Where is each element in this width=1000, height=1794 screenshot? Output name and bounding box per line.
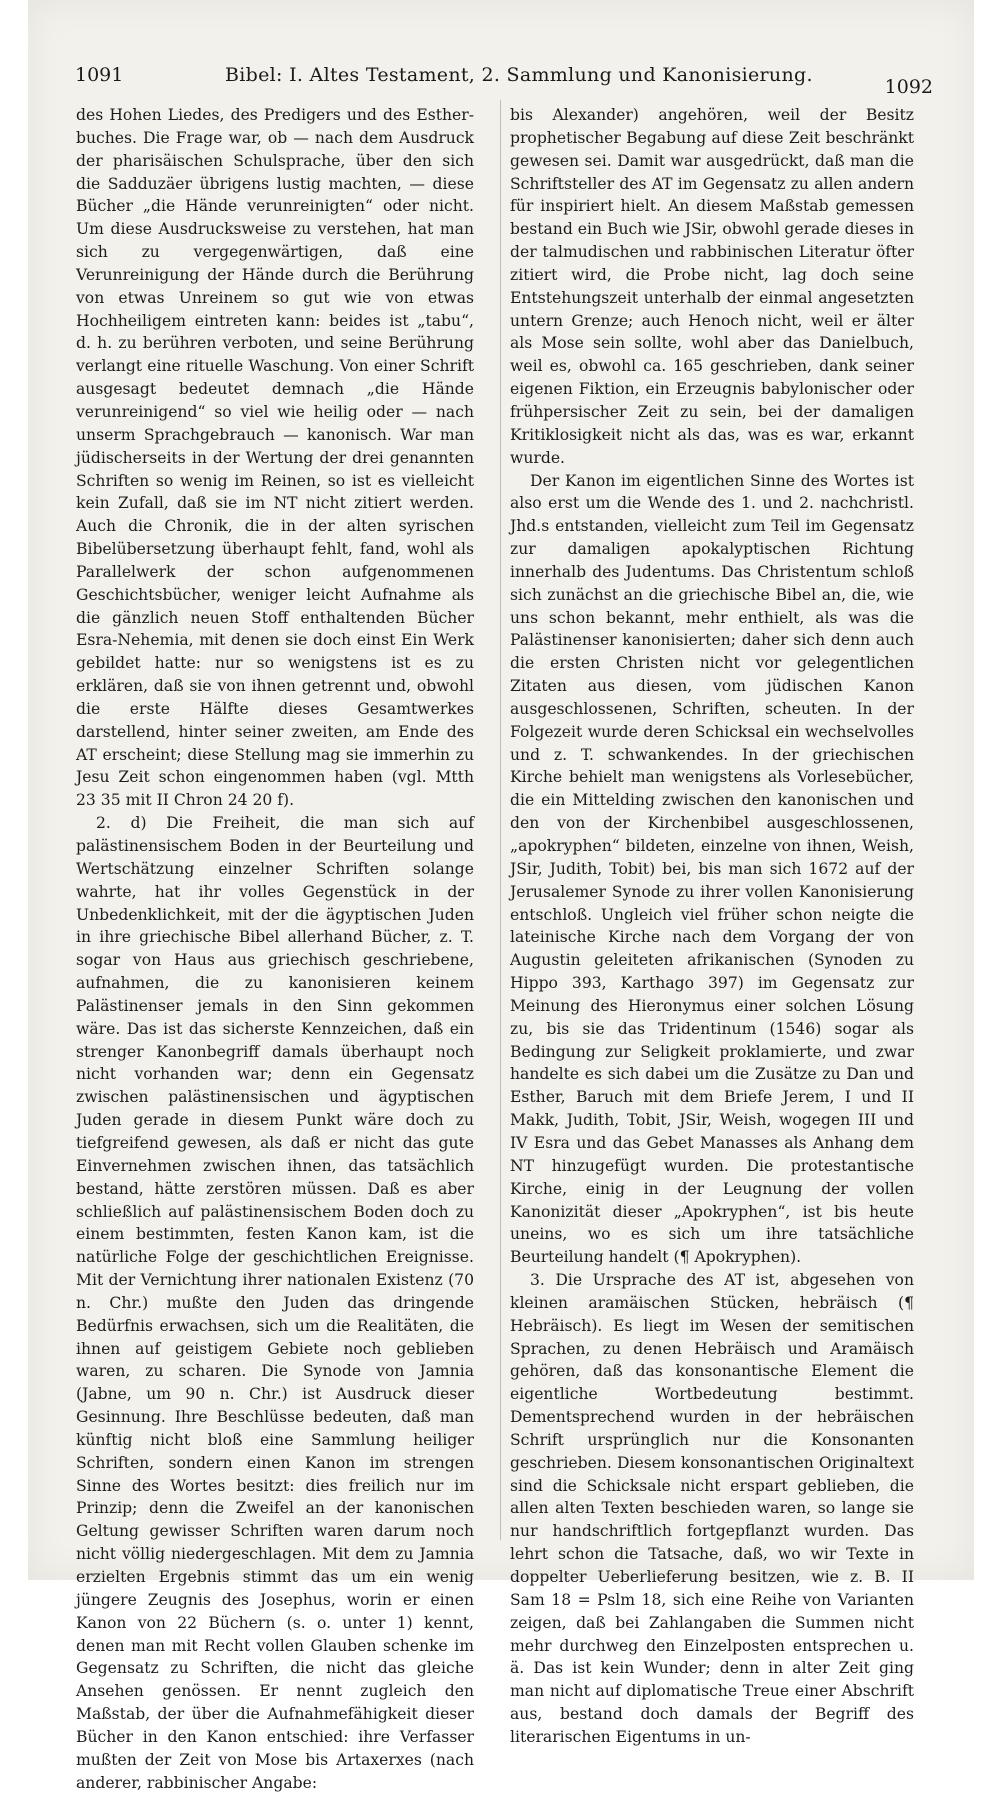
page-header: [75, 58, 933, 98]
column-divider: [500, 100, 501, 1540]
paragraph: Der Kanon im eigentlichen Sinne des Wortes ist also erst um die Wende des 1. und 2. nachchristl. Jhd.s entstanden, vielleicht zum Teil im Gegensatz zur damaligen apokalyptischen Richtung innerhalb des Judentums. Das Christentum schloß sich zunächst an die griechische Bibel an, die, wie uns schon bekannt, mehr enthielt, als was die Palästinenser kanonisierten; daher sich denn auch die ersten Christen nicht vor gelegentlichen Zitaten aus diesen, vom jüdischen Kanon ausgeschlossenen, Schriften, scheuten. In der Folgezeit wurde deren Schicksal ein wechselvolles und z. T. schwankendes. In der griechischen Kirche behielt man wenigstens als Vorlesebücher, die ein Mittelding zwischen den kanonischen und den von der Kirchenbibel ausgeschlossenen, „apokryphen“ bildeten, einzelne von ihnen, Weish, JSir, Judith, Tobit) bei, bis man sich 1672 auf der Jerusalemer Synode zu ihrer vollen Kanonisierung entschloß. Ungleich viel früher schon neigte die lateinische Kirche nach dem Vorgang der von Augustin geleiteten afrikanischen (Synoden zu Hippo 393, Karthago 397) im Gegensatz zur Meinung des Hieronymus einer solchen Lösung zu, bis sie das Tridentinum (1546) sogar als Bedingung zur Seligkeit proklamierte, und zwar handelte es sich dabei um die Zusätze zu Dan und Esther, Baruch mit dem Briefe Jerem, I und II Makk, Judith, Tobit, JSir, Weish, wogegen III und IV Esra und das Gebet Manasses als Anhang dem NT hinzugefügt wurden. Die protestantische Kirche, einig in der Leugnung der vollen Kanonizität dieser „Apokryphen“, ist bis heute uneins, wo es sich um ihre tatsächliche Beurteilung handelt (¶ Apokryphen).: [510, 471, 914, 1267]
paragraph: bis Alexander) angehören, weil der Besitz prophetischer Begabung auf diese Zeit beschränkt gewesen sei. Damit war ausgedrückt, daß man die Schriftsteller des AT im Gegensatz zu allen andern für inspiriert hielt. An diesem Maßstab gemessen bestand ein Buch wie JSir, obwohl gerade dieses in der talmudischen und rabbinischen Literatur öfter zitiert wird, die Probe nicht, lag doch seine Entstehungszeit unterhalb der einmal angesetzten untern Grenze; auch Henoch nicht, weil er älter als Mose sein sollte, wohl aber das Danielbuch, weil es, obwohl ca. 165 geschrieben, dank seiner eigenen Fiktion, ein Erzeugnis babylonischer oder frühpersischer Zeit zu sein, bei der damaligen Kritiklosigkeit nicht als das, was es war, erkannt wurde.: [510, 106, 914, 467]
running-title: Bibel: I. Altes Testament, 2. Sammlung und Kanonisierung.: [225, 64, 813, 86]
paragraph: 3. Die Ursprache des AT ist, abgesehen von kleinen aramäischen Stücken, hebräisch (¶ Hebräisch). Es liegt im Wesen der semitischen Sprachen, zu denen Hebräisch und Aramäisch gehören, daß das konsonantische Element die eigentliche Wortbedeutung bestimmt. Dementsprechend wurden in der hebräischen Schrift ursprünglich nur die Konsonanten geschrieben. Diesem konsonantischen Originaltext sind die Schicksale nicht erspart geblieben, die allen alten Texten beschieden waren, so lange sie nur handschriftlich fortgepflanzt wurden. Das lehrt schon die Tatsache, daß, wo wir Texte in doppelter Ueberlieferung besitzen, wie z. B. II Sam 18 = Pslm 18, sich eine Reihe von Varianten zeigen, daß bei Zahlangaben die Summen nicht mehr durchweg den Einzelposten entsprechen u. ä. Das ist kein Wunder; denn in alter Zeit ging man nicht auf diplomatische Treue einer Abschrift aus, bestand doch damals der Begriff des literarischen Eigentums in un-: [510, 1271, 914, 1746]
left-column: [76, 104, 474, 1794]
page-number-right: 1092: [884, 76, 933, 98]
paragraph: 2. d) Die Freiheit, die man sich auf palästinensischem Boden in der Beurteilung und Wertschätzung einzelner Schriften solange wahrte, hat ihr volles Gegenstück in der Unbedenklichkeit, mit der die ägyptischen Juden in ihre griechische Bibel allerhand Bücher, z. T. sogar von Haus aus griechisch geschriebene, aufnahmen, die zu kanonisieren keinem Palästinenser jemals in den Sinn gekommen wäre. Das ist das sicherste Kennzeichen, daß ein strenger Kanonbegriff damals überhaupt noch nicht vorhanden war; denn ein Gegensatz zwischen palästinensischen und ägyptischen Juden gerade in diesem Punkt wäre doch zu tiefgreifend gewesen, als daß er nicht das gute Einvernehmen zwischen ihnen, das tatsächlich bestand, hätte zerstören müssen. Daß es aber schließlich auf palästinensischem Boden doch zu einem bestimmten, festen Kanon kam, ist die natürliche Folge der geschichtlichen Ereignisse. Mit der Vernichtung ihrer nationalen Existenz (70 n. Chr.) mußte den Juden das dringende Bedürfnis erwachsen, sich um die Realitäten, die ihnen auf geistigem Gebiete noch geblieben waren, zu scharen. Die Synode von Jamnia (Jabne, um 90 n. Chr.) ist Ausdruck dieser Gesinnung. Ihre Beschlüsse bedeuten, daß man künftig nicht bloß eine Sammlung heiliger Schriften, sondern einen Kanon im strengen Sinne des Wortes besitzt: dies freilich nur im Prinzip; denn die Zweifel an der kanonischen Geltung gewisser Schriften waren darum noch nicht völlig niedergeschlagen. Mit dem zu Jamnia erzielten Ergebnis stimmt das um ein wenig jüngere Zeugnis des Josephus, worin er einen Kanon von 22 Büchern (s. o. unter 1) kennt, denen man mit Recht vollen Glauben schenke im Gegensatz zu Schriften, die nicht das gleiche Ansehen genössen. Er nennt zugleich den Maßstab, der über die Aufnahmefähigkeit dieser Bücher in den Kanon entschied: ihre Verfasser mußten der Zeit von Mose bis Artaxerxes (nach anderer, rabbinischer Angabe:: [76, 814, 474, 1792]
paragraph: des Hohen Liedes, des Predigers und des Esther-buches. Die Frage war, ob — nach dem Ausdruck der pharisäischen Schulsprache, über den sich die Sadduzäer übrigens lustig machten, — diese Bücher „die Hände verunreinigten“ oder nicht. Um diese Ausdrucksweise zu verstehen, hat man sich zu vergegenwärtigen, daß eine Verunreinigung der Hände durch die Berührung von etwas Unreinem so gut wie von etwas Hochheiligem eintreten kann: beides ist „tabu“, d. h. zu berühren verboten, und seine Berührung verlangt eine rituelle Waschung. Von einer Schrift ausgesagt bedeutet demnach „die Hände verunreinigend“ so viel wie heilig oder — nach unserm Sprachgebrauch — kanonisch. War man jüdischerseits in der Wertung der drei genannten Schriften so wenig im Reinen, so ist es vielleicht kein Zufall, daß sie im NT nicht zitiert werden. Auch die Chronik, die in der alten syrischen Bibelübersetzung überhaupt fehlt, fand, wohl als Parallelwerk der schon aufgenommenen Geschichtsbücher, weniger leicht Aufnahme als die gänzlich neuen Stoff enthaltenden Bücher Esra-Nehemia, mit denen sie doch einst Ein Werk gebildet hatte: nur so wenigstens ist es zu erklären, daß sie von ihnen getrennt und, obwohl die erste Hälfte dieses Gesamtwerkes darstellend, hinter seiner zweiten, am Ende des AT erscheint; diese Stellung mag sie immerhin zu Jesu Zeit schon eingenommen haben (vgl. Mtth 23 35 mit II Chron 24 20 f).: [76, 106, 474, 810]
page-number-left: 1091: [75, 64, 124, 86]
right-column: [510, 104, 914, 1749]
